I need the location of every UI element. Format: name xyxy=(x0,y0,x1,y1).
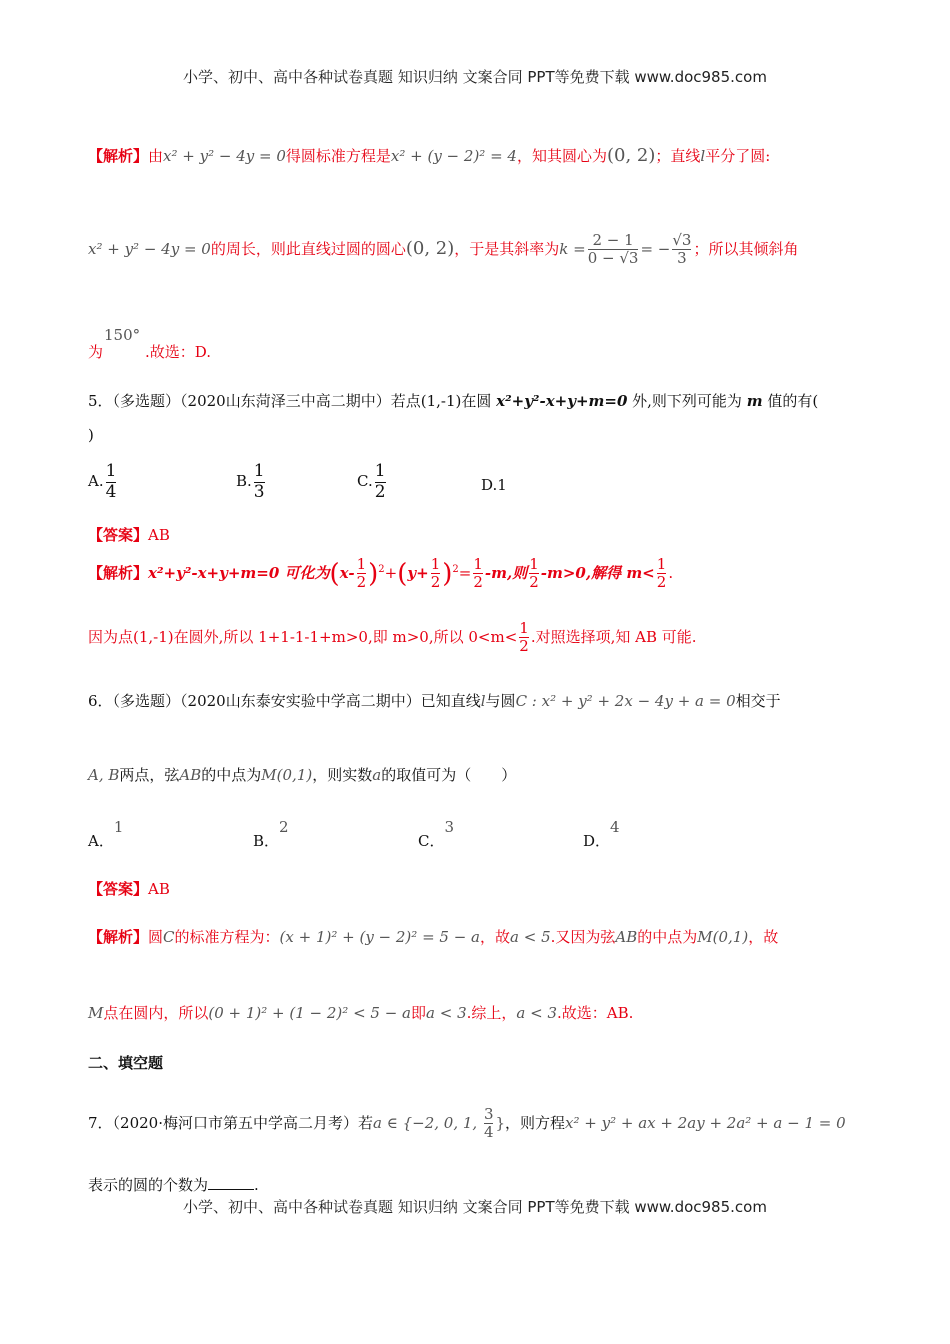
q5-answer xyxy=(88,524,170,545)
half-fraction xyxy=(657,556,667,592)
numerator: 1 xyxy=(519,619,529,637)
q5-option-b xyxy=(236,462,267,502)
midpoint: M(0,1) xyxy=(261,766,313,784)
analysis-tag: 【解析】 xyxy=(88,928,149,946)
text: 两点，弦 xyxy=(119,766,180,784)
equation: x²+y²-x+y+m=0 可化为 xyxy=(148,563,330,582)
q6-stem-line2 xyxy=(88,764,516,785)
variable: l xyxy=(700,147,706,165)
denominator: 2 xyxy=(430,573,441,592)
text: 6．（多选题）（2020山东泰安实验中学高二期中）已知直线 xyxy=(88,692,481,710)
q7-stem-line2 xyxy=(88,1174,259,1195)
answer-tag: 【答案】 xyxy=(88,880,149,898)
text: . xyxy=(668,563,674,582)
variable: l xyxy=(480,692,486,710)
variable: M xyxy=(88,1004,104,1022)
term: -m>0,解得 m< xyxy=(540,563,655,582)
q6-option-c xyxy=(418,818,455,851)
left-paren: ( xyxy=(329,558,340,589)
right-paren: ) xyxy=(442,558,453,589)
numerator: √3 xyxy=(672,231,692,249)
inequality: a < 3 xyxy=(426,1004,467,1022)
set-fraction xyxy=(484,1106,494,1142)
option-value: 1 xyxy=(113,818,124,836)
analysis-tag: 【解析】 xyxy=(88,147,149,165)
inequality: (0 + 1)² + (1 − 2)² < 5 − a xyxy=(208,1004,411,1022)
numerator: 1 xyxy=(656,555,667,573)
text: 的中点为 xyxy=(637,928,698,946)
set: a ∈ {−2, 0, 1, xyxy=(373,1113,482,1132)
chord: AB xyxy=(615,928,638,946)
option-fraction xyxy=(375,462,386,502)
text: .对照选择项,知 AB 可能. xyxy=(530,627,697,646)
numerator: 3 xyxy=(483,1105,494,1123)
q6-option-d xyxy=(583,818,620,851)
q6-option-a xyxy=(88,818,124,851)
text: 因为点(1,-1)在圆外,所以 1+1-1-1+m>0,即 m>0,所以 0<m< xyxy=(88,627,518,646)
equals: = − xyxy=(640,239,671,258)
text: 为 xyxy=(88,343,104,361)
slope-result-fraction xyxy=(672,232,691,268)
half-fraction xyxy=(357,556,367,592)
option-value: 4 xyxy=(610,818,620,836)
q6-option-b xyxy=(253,818,289,851)
text: 相交于 xyxy=(735,692,781,710)
inequality: a < 3 xyxy=(516,1004,557,1022)
text: 平分了圆: xyxy=(705,147,771,165)
denominator: 2 xyxy=(374,481,386,502)
answer-tag: 【答案】 xyxy=(88,526,149,544)
text: 得圆标准方程是 xyxy=(285,147,391,165)
equation: x² + y² − 4y = 0 xyxy=(88,239,211,258)
equation: x² + (y − 2)² = 4 xyxy=(390,147,517,165)
q5-option-d: D.1 xyxy=(481,476,507,494)
page-header: 小学、初中、高中各种试卷真题 知识归纳 文案合同 PPT等免费下载 www.doc985.com xyxy=(183,68,767,86)
text: ；直线 xyxy=(655,147,701,165)
option-label: B． xyxy=(253,832,280,850)
q6-analysis-line1 xyxy=(88,926,778,947)
text: 与圆 xyxy=(485,692,516,710)
q4-analysis-line1 xyxy=(88,145,770,166)
text: 的标准方程为： xyxy=(174,928,280,946)
option-label: D． xyxy=(583,832,611,850)
denominator: 3 xyxy=(672,249,691,267)
points: A, B xyxy=(88,766,120,784)
numerator: 1 xyxy=(430,555,441,573)
q7-stem xyxy=(88,1106,846,1142)
text: . xyxy=(254,1176,259,1194)
text: ，则实数 xyxy=(312,766,373,784)
numerator: 1 xyxy=(529,555,539,573)
text: ；所以其倾斜角 xyxy=(693,239,799,258)
analysis-tag: 【解析】 xyxy=(88,563,149,582)
text: 即 xyxy=(411,1004,427,1022)
half-fraction xyxy=(431,556,441,592)
inequality: a < 5 xyxy=(510,928,551,946)
text: 的取值可为（ ） xyxy=(381,766,517,784)
text: ，故 xyxy=(748,928,779,946)
text: 值的有( xyxy=(762,392,819,410)
option-label: A． xyxy=(88,832,114,850)
numerator: 1 xyxy=(356,555,367,573)
numerator: 1 xyxy=(105,461,117,481)
point: (0, 2) xyxy=(405,237,455,259)
option-label: C． xyxy=(418,832,445,850)
equation: x²+y²-x+y+m=0 xyxy=(496,392,628,410)
variable: C xyxy=(163,928,175,946)
section-title: 二、填空题 xyxy=(88,1054,164,1072)
q4-analysis-line3 xyxy=(88,341,211,362)
text: 由 xyxy=(148,147,164,165)
numerator: 2 − 1 xyxy=(592,231,634,249)
half-fraction xyxy=(519,620,529,656)
text: 的中点为 xyxy=(201,766,262,784)
q6-analysis-line2 xyxy=(88,1002,633,1023)
variable: m xyxy=(746,392,763,410)
denominator: 2 xyxy=(656,573,667,592)
denominator: 4 xyxy=(483,1123,494,1142)
denominator: 2 xyxy=(473,573,483,592)
circle-equation: C : x² + y² + 2x − 4y + a = 0 xyxy=(515,692,736,710)
denominator: 3 xyxy=(253,481,265,502)
q5-analysis-line2 xyxy=(88,620,697,656)
text: .故选：AB. xyxy=(556,1004,634,1022)
right-paren: ) xyxy=(368,558,379,589)
answer-blank[interactable] xyxy=(208,1189,254,1190)
text: 表示的圆的个数为 xyxy=(88,1176,209,1194)
text: 外,则下列可能为 xyxy=(627,392,747,410)
q4-analysis-line2 xyxy=(88,232,799,268)
q6-answer xyxy=(88,878,170,899)
q6-stem xyxy=(88,690,781,711)
page-footer: 小学、初中、高中各种试卷真题 知识归纳 文案合同 PPT等免费下载 www.doc985.com xyxy=(183,1198,767,1216)
equation: x² + y² + ax + 2ay + 2a² + a − 1 = 0 xyxy=(565,1113,846,1132)
q5-stem xyxy=(88,390,818,411)
half-fraction xyxy=(529,556,539,592)
denominator: 2 xyxy=(519,637,529,656)
denominator: 0 − √3 xyxy=(587,249,639,268)
q5-analysis-line1: 【解析】x²+y²-x+y+m=0 可化为(x- $\frac{1}{2}$ )$^2$+(y+ $\frac{1}{2}$ )$^2$= $\frac{1}{2}$ -m,则 $\frac{1}{2}$ -m>0,解得 m< $\frac{1}{2}$ . xyxy=(88,555,674,592)
denominator: 2 xyxy=(529,573,539,592)
text: ，知其圆心为 xyxy=(516,147,607,165)
midpoint: M(0,1) xyxy=(697,928,749,946)
text: ，则方程 xyxy=(505,1113,566,1132)
standard-equation: (x + 1)² + (y − 2)² = 5 − a xyxy=(279,928,480,946)
answer-value: AB xyxy=(148,526,170,544)
text: ，于是其斜率为 xyxy=(454,239,560,258)
variable: a xyxy=(372,766,382,784)
option-value: 3 xyxy=(444,818,455,836)
point: (0, 2) xyxy=(606,145,656,166)
option-value: 2 xyxy=(279,818,289,836)
denominator: 4 xyxy=(105,481,117,502)
text: 点在圆内，所以 xyxy=(103,1004,209,1022)
numerator: 1 xyxy=(253,461,265,481)
option-label: C. xyxy=(357,472,373,491)
text: .综上， xyxy=(466,1004,517,1022)
text: 圆 xyxy=(148,928,164,946)
answer-value: AB xyxy=(148,880,170,898)
text: 的周长，则此直线过圆的圆心 xyxy=(210,239,406,258)
numerator: 1 xyxy=(473,555,483,573)
slope-fraction xyxy=(588,232,639,268)
numerator: 1 xyxy=(374,461,386,481)
left-paren: ( xyxy=(397,558,408,589)
set-close: } xyxy=(495,1113,506,1132)
slope-label: k = xyxy=(559,239,586,258)
q5-stem-cont: ) xyxy=(88,426,94,444)
text: 5．（多选题）（2020山东菏泽三中高二期中）若点(1,-1)在圆 xyxy=(88,392,497,410)
option-fraction xyxy=(106,462,117,502)
option-label: A. xyxy=(88,472,104,491)
term: y+ xyxy=(407,563,429,582)
text: .又因为弦 xyxy=(550,928,616,946)
text: 7．（2020·梅河口市第五中学高二月考）若 xyxy=(88,1113,373,1132)
option-fraction xyxy=(254,462,265,502)
option-label: B. xyxy=(236,472,252,491)
q5-option-c xyxy=(357,462,388,502)
denominator: 2 xyxy=(356,573,367,592)
term: -m,则 xyxy=(484,563,528,582)
text: ，故 xyxy=(480,928,511,946)
half-fraction xyxy=(473,556,483,592)
q5-option-a xyxy=(88,462,118,502)
equation: x² + y² − 4y = 0 xyxy=(163,147,286,165)
term: x- xyxy=(339,563,355,582)
chord: AB xyxy=(179,766,202,784)
text: .故选：D. xyxy=(145,343,212,361)
angle-value: 150° xyxy=(104,326,141,344)
